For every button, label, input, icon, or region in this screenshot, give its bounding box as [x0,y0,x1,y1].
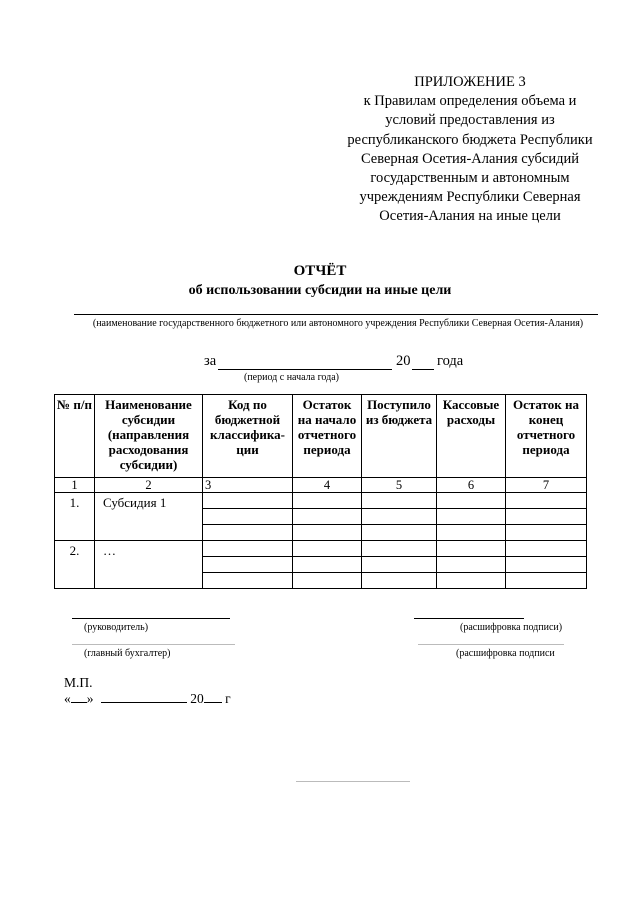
date-close-quote: » [86,691,94,706]
column-number: 3 [203,478,293,493]
row-subsidy-name: Субсидия 1 [95,493,203,541]
head-label: (руководитель) [84,622,149,633]
appendix-line: к Правилам определения объема и [363,93,577,110]
column-number: 1 [55,478,95,493]
table-cell[interactable] [203,541,293,557]
accountant-signature-line [72,644,235,645]
column-number: 7 [506,478,587,493]
period-year-prefix: 20 [396,353,411,369]
column-number: 5 [362,478,437,493]
report-subtitle: об использовании субсидии на иные цели [188,283,452,298]
table-cell[interactable] [293,573,362,589]
row-subsidy-name: … [95,541,203,589]
header-budget-code: Код по бюджетной классифика-ции [203,395,293,478]
table-cell[interactable] [506,525,587,541]
org-name-caption: (наименование государственного бюджетного или автономного учреждения Республики Северная Осетия-Алания) [92,318,584,329]
date-open-quote: « [64,691,71,706]
date-year-suffix: г [225,691,231,706]
header-balance-start: Остаток на начало отчетного периода [293,395,362,478]
table-cell[interactable] [203,557,293,573]
appendix-line: республиканского бюджета Республики [347,131,593,148]
head-decoding-line [414,618,524,619]
date-year-prefix: 20 [190,691,204,706]
row-number: 1. [55,493,95,541]
table-cell[interactable] [437,541,506,557]
appendix-line: Северная Осетия-Алания субсидий [360,150,580,167]
table-cell[interactable] [506,493,587,509]
table-cell[interactable] [506,541,587,557]
report-title: ОТЧЁТ [293,263,347,279]
row-number: 2. [55,541,95,589]
table-cell[interactable] [293,509,362,525]
header-number: № п/п [55,395,95,478]
appendix-line: условий предоставления из [385,112,555,129]
table-cell[interactable] [506,573,587,589]
table-cell[interactable] [293,557,362,573]
column-number-row [55,478,587,493]
table-cell[interactable] [362,557,437,573]
accountant-decoding-label: (расшифровка подписи [456,648,555,659]
period-suffix: года [437,353,464,369]
header-balance-end: Остаток на конец отчетного периода [506,395,587,478]
table-cell[interactable] [362,541,437,557]
header-cash-expenses: Кассовые расходы [437,395,506,478]
stamp-place: М.П. [64,675,93,690]
table-cell[interactable] [362,493,437,509]
report-table [54,394,587,589]
table-cell[interactable] [362,573,437,589]
header-subsidy-name: Наименование субсидии (направления расходования субсидии) [95,395,203,478]
appendix-block [300,73,640,227]
year-blank [204,692,222,703]
table-header-row [55,395,587,478]
table-cell[interactable] [437,493,506,509]
table-cell[interactable] [437,573,506,589]
table-cell[interactable] [362,509,437,525]
appendix-line: учреждениям Республики Северная [359,189,581,206]
month-blank [101,692,187,703]
accountant-label: (главный бухгалтер) [84,648,171,659]
table-cell[interactable] [293,541,362,557]
day-blank [71,692,87,703]
header-received: Поступило из бюджета [362,395,437,478]
appendix-line: ПРИЛОЖЕНИЕ 3 [414,74,526,90]
table-cell[interactable] [293,493,362,509]
column-number: 6 [437,478,506,493]
period-year-blank [412,369,434,370]
period-blank [218,369,392,370]
table-cell[interactable] [437,509,506,525]
table-cell[interactable] [203,573,293,589]
table-row [55,493,587,509]
column-number: 2 [95,478,203,493]
column-number: 4 [293,478,362,493]
table-cell[interactable] [506,509,587,525]
appendix-line: Осетия-Алания на иные цели [379,208,561,225]
bottom-separator [296,781,410,782]
table-cell[interactable] [203,509,293,525]
table-cell[interactable] [362,525,437,541]
org-name-line [74,314,598,315]
table-cell[interactable] [506,557,587,573]
appendix-line: государственным и автономным [370,170,570,187]
table-cell[interactable] [437,557,506,573]
table-cell[interactable] [203,525,293,541]
head-decoding-label: (расшифровка подписи) [460,622,563,633]
table-cell[interactable] [293,525,362,541]
period-caption: (период с начала года) [244,372,340,383]
head-signature-line [72,618,230,619]
table-cell[interactable] [203,493,293,509]
date-line [64,691,231,707]
accountant-decoding-line [418,644,564,645]
table-cell[interactable] [437,525,506,541]
period-prefix: за [204,353,217,369]
table-row [55,541,587,557]
